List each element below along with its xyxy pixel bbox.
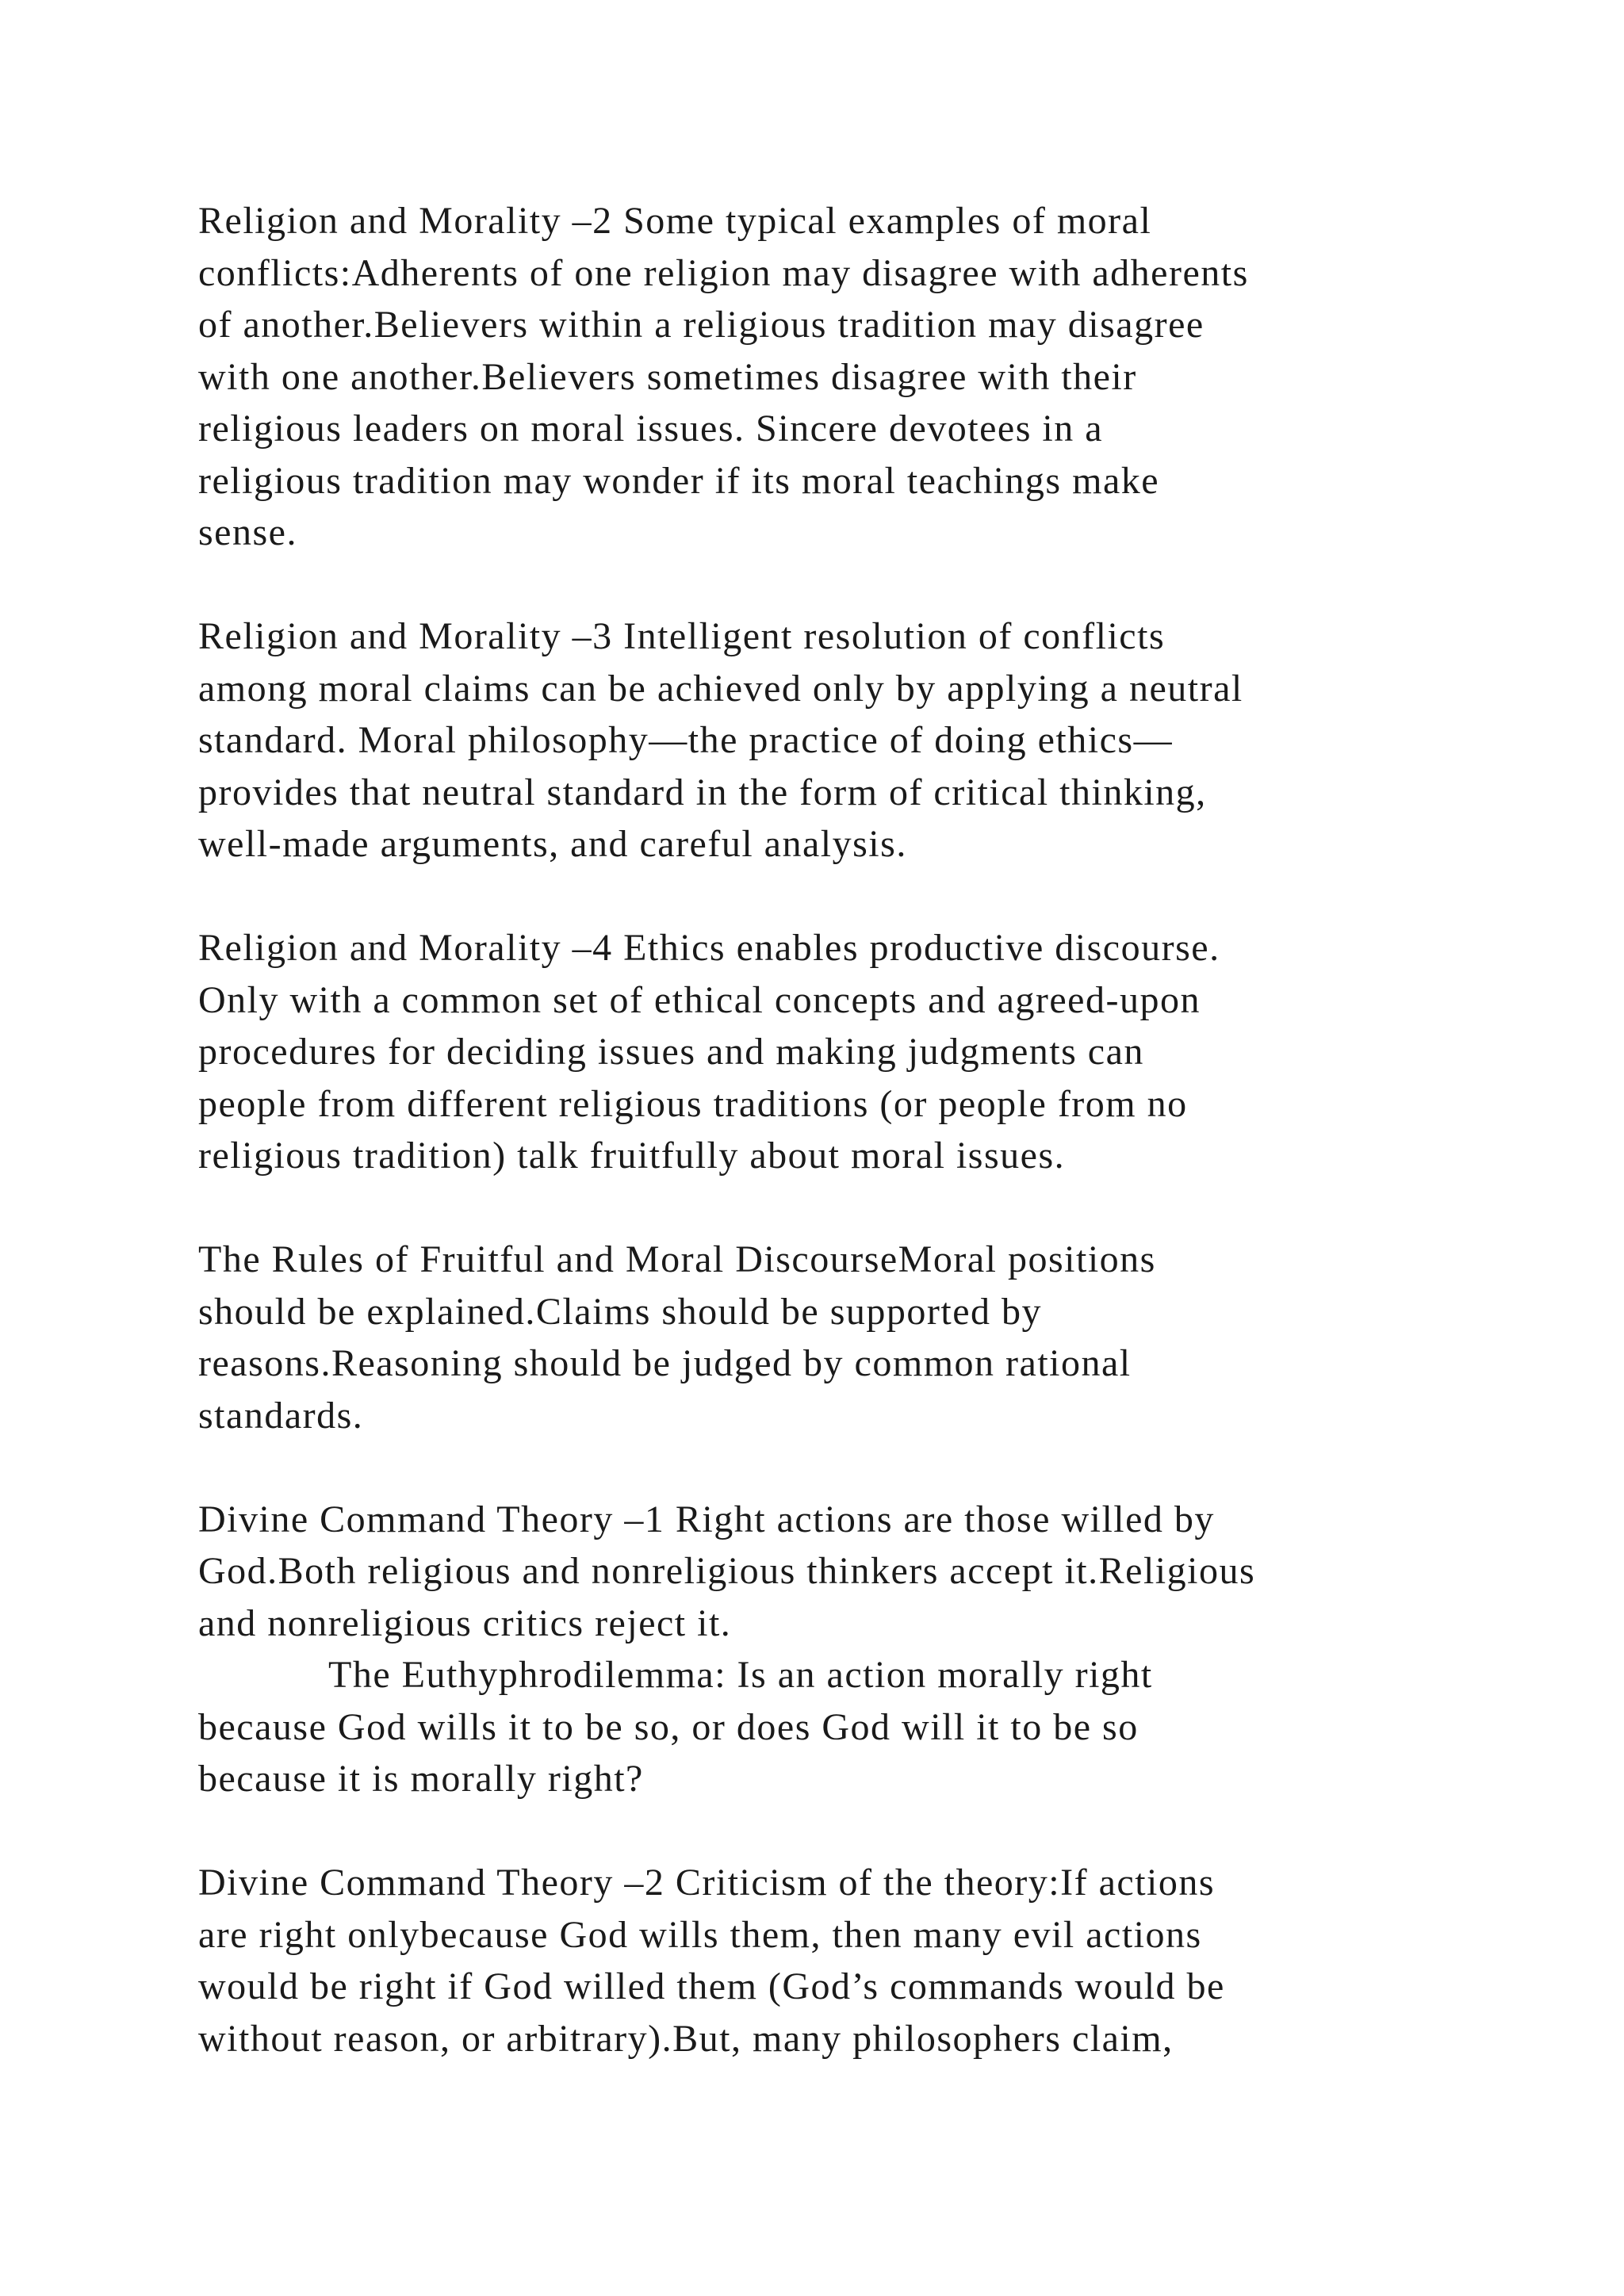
text-line: The Rules of Fruitful and Moral DiscourseMoral positions (198, 1238, 1156, 1280)
text-line: because it is morally right? (198, 1758, 644, 1800)
paragraph-religion-morality-3 (198, 610, 1467, 871)
text-line: of another.Believers within a religious tradition may disagree (198, 304, 1205, 346)
text-line: and nonreligious critics reject it. (198, 1601, 732, 1644)
paragraph-divine-command-1 (198, 1494, 1467, 1805)
text-line: religious tradition may wonder if its moral teachings make (198, 459, 1160, 502)
text-line: God.Both religious and nonreligious thinkers accept it.Religious (198, 1550, 1256, 1592)
text-line: Religion and Morality –3 Intelligent resolution of conflicts (198, 615, 1166, 657)
text-line: with one another.Believers sometimes disagree with their (198, 355, 1137, 398)
text-line: well-made arguments, and careful analysis. (198, 823, 907, 865)
text-line: sense. (198, 511, 297, 553)
paragraph-divine-command-2 (198, 1857, 1467, 2064)
text-line: should be explained.Claims should be supported by (198, 1290, 1043, 1333)
paragraph-religion-morality-4 (198, 922, 1467, 1182)
text-line: procedures for deciding issues and making judgments can (198, 1031, 1144, 1073)
text-line: because God wills it to be so, or does God will it to be so (198, 1705, 1139, 1748)
text-line: religious leaders on moral issues. Sincere devotees in a (198, 408, 1104, 450)
text-line: are right onlybecause God wills them, then many evil actions (198, 1913, 1202, 1956)
text-line: Only with a common set of ethical concepts and agreed-upon (198, 978, 1201, 1021)
text-line: provides that neutral standard in the form of critical thinking, (198, 771, 1207, 813)
text-line: people from different religious traditions (or people from no (198, 1082, 1188, 1125)
text-line: without reason, or arbitrary).But, many philosophers claim, (198, 2017, 1174, 2060)
text-line: conflicts:Adherents of one religion may disagree with adherents (198, 251, 1249, 294)
paragraph-religion-morality-2 (198, 195, 1467, 559)
text-line: Religion and Morality –4 Ethics enables productive discourse. (198, 927, 1220, 969)
text-line: Divine Command Theory –1 Right actions are those willed by (198, 1498, 1215, 1540)
text-line-indented: The Euthyphrodilemma: Is an action morally right (328, 1654, 1153, 1696)
document-body (198, 195, 1467, 2117)
text-line: standards. (198, 1394, 364, 1437)
paragraph-rules-of-discourse (198, 1234, 1467, 1441)
text-line: religious tradition) talk fruitfully about moral issues. (198, 1135, 1066, 1177)
text-line: standard. Moral philosophy—the practice of doing ethics— (198, 719, 1174, 761)
text-line: Religion and Morality –2 Some typical examples of moral (198, 200, 1152, 242)
text-line: among moral claims can be achieved only by applying a neutral (198, 667, 1243, 710)
text-line: would be right if God willed them (God’s commands would be (198, 1965, 1225, 2007)
text-line: Divine Command Theory –2 Criticism of the theory:If actions (198, 1862, 1216, 1904)
text-line: reasons.Reasoning should be judged by common rational (198, 1342, 1132, 1384)
